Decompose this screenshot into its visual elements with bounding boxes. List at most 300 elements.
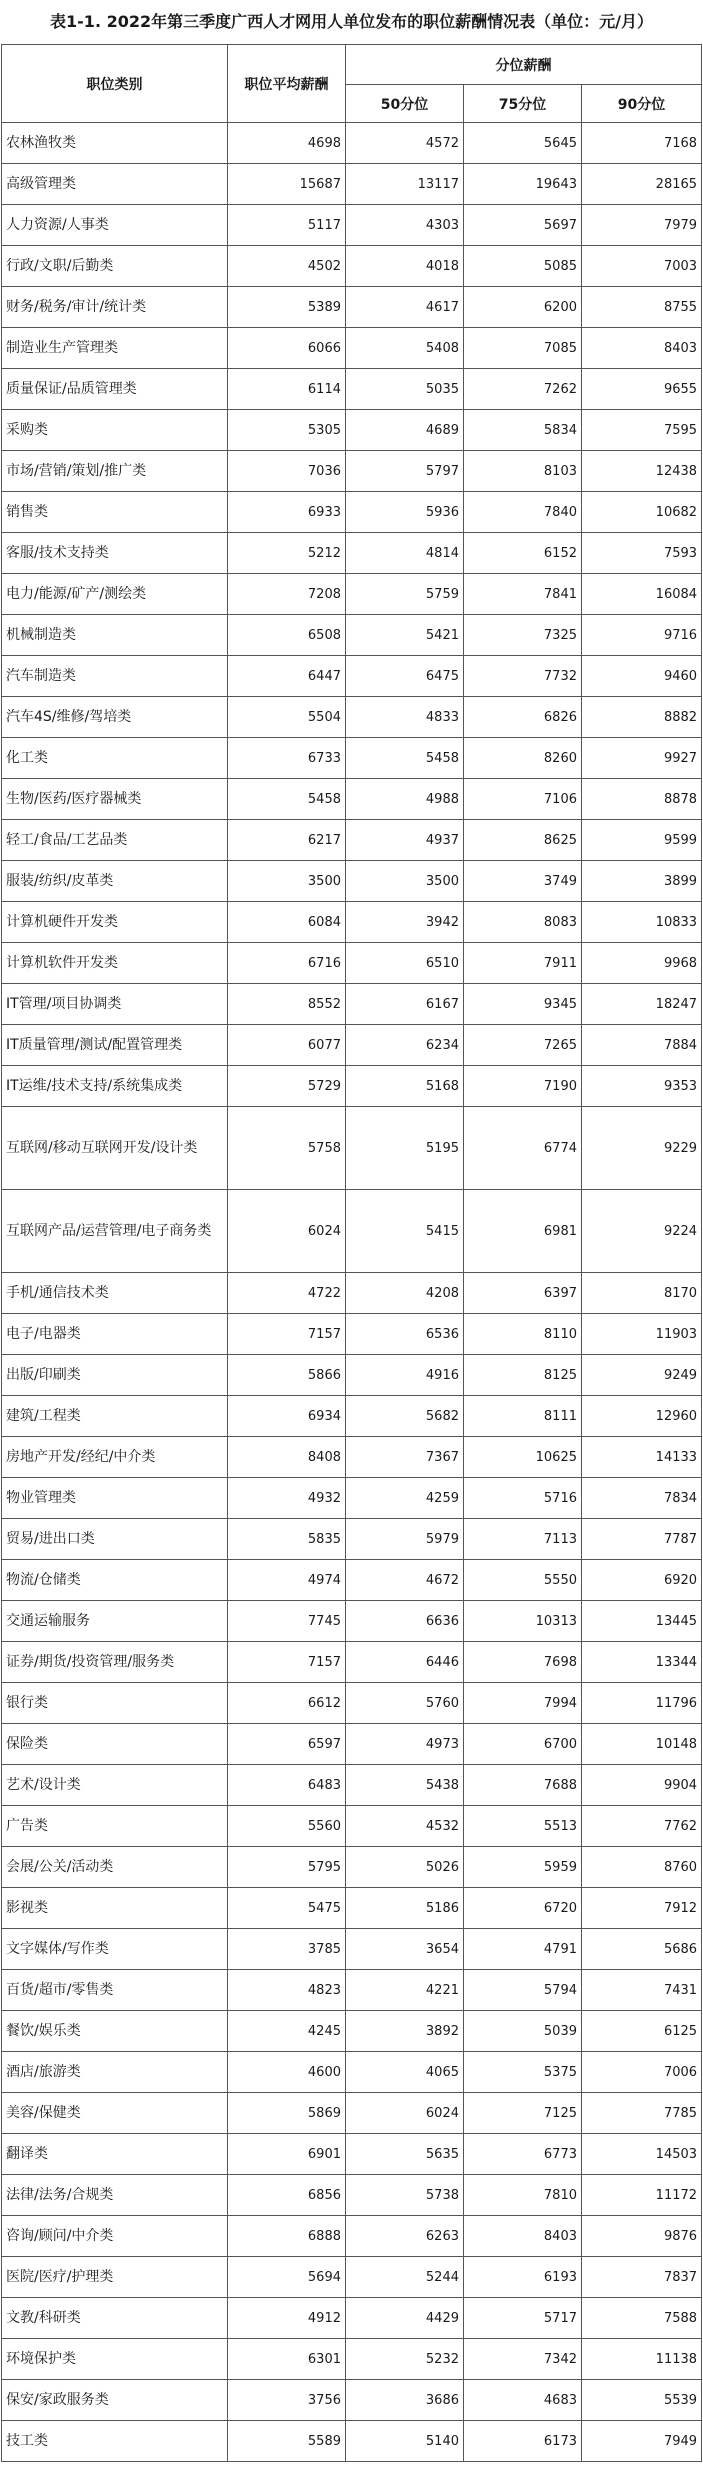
cell-category: 建筑/工程类 bbox=[2, 1396, 228, 1437]
cell-category: 技工类 bbox=[2, 2421, 228, 2462]
cell-p75: 5550 bbox=[464, 1560, 582, 1601]
cell-p50: 6475 bbox=[346, 656, 464, 697]
cell-average: 7208 bbox=[228, 574, 346, 615]
cell-p90: 10148 bbox=[582, 1724, 702, 1765]
cell-p75: 6981 bbox=[464, 1190, 582, 1273]
cell-category: 生物/医药/医疗器械类 bbox=[2, 779, 228, 820]
table-row bbox=[2, 1478, 702, 1519]
cell-category: 机械制造类 bbox=[2, 615, 228, 656]
cell-p90: 9968 bbox=[582, 943, 702, 984]
cell-p50: 4208 bbox=[346, 1273, 464, 1314]
cell-average: 7157 bbox=[228, 1314, 346, 1355]
cell-p90: 9655 bbox=[582, 369, 702, 410]
cell-average: 5729 bbox=[228, 1066, 346, 1107]
cell-average: 8408 bbox=[228, 1437, 346, 1478]
table-row bbox=[2, 2298, 702, 2339]
cell-p50: 4814 bbox=[346, 533, 464, 574]
cell-average: 6024 bbox=[228, 1190, 346, 1273]
table-row bbox=[2, 656, 702, 697]
cell-category: 出版/印刷类 bbox=[2, 1355, 228, 1396]
cell-p75: 4791 bbox=[464, 1929, 582, 1970]
cell-p90: 9716 bbox=[582, 615, 702, 656]
cell-category: 销售类 bbox=[2, 492, 228, 533]
cell-p90: 7595 bbox=[582, 410, 702, 451]
cell-p50: 5682 bbox=[346, 1396, 464, 1437]
table-row bbox=[2, 1273, 702, 1314]
cell-p50: 5415 bbox=[346, 1190, 464, 1273]
header-category: 职位类别 bbox=[2, 45, 228, 123]
cell-p50: 5979 bbox=[346, 1519, 464, 1560]
cell-category: 美容/保健类 bbox=[2, 2093, 228, 2134]
cell-p75: 6700 bbox=[464, 1724, 582, 1765]
cell-average: 8552 bbox=[228, 984, 346, 1025]
cell-p90: 7949 bbox=[582, 2421, 702, 2462]
cell-p90: 8760 bbox=[582, 1847, 702, 1888]
cell-average: 6888 bbox=[228, 2216, 346, 2257]
table-row bbox=[2, 574, 702, 615]
cell-average: 5504 bbox=[228, 697, 346, 738]
table-title: 表1-1. 2022年第三季度广西人才网用人单位发布的职位薪酬情况表（单位：元/月） bbox=[50, 12, 653, 31]
cell-p90: 7003 bbox=[582, 246, 702, 287]
cell-average: 6597 bbox=[228, 1724, 346, 1765]
cell-p50: 4221 bbox=[346, 1970, 464, 2011]
cell-p75: 7265 bbox=[464, 1025, 582, 1066]
cell-category: 保安/家政服务类 bbox=[2, 2380, 228, 2421]
cell-p50: 4259 bbox=[346, 1478, 464, 1519]
table-row bbox=[2, 1355, 702, 1396]
cell-p50: 4988 bbox=[346, 779, 464, 820]
table-row bbox=[2, 1190, 702, 1273]
cell-p75: 6773 bbox=[464, 2134, 582, 2175]
table-row bbox=[2, 1888, 702, 1929]
cell-p75: 8083 bbox=[464, 902, 582, 943]
cell-p90: 8878 bbox=[582, 779, 702, 820]
cell-p75: 5697 bbox=[464, 205, 582, 246]
cell-category: 采购类 bbox=[2, 410, 228, 451]
table-row bbox=[2, 697, 702, 738]
cell-p90: 11172 bbox=[582, 2175, 702, 2216]
cell-p90: 14133 bbox=[582, 1437, 702, 1478]
cell-p75: 6720 bbox=[464, 1888, 582, 1929]
cell-category: 医院/医疗/护理类 bbox=[2, 2257, 228, 2298]
table-row bbox=[2, 943, 702, 984]
cell-average: 6856 bbox=[228, 2175, 346, 2216]
cell-p75: 7342 bbox=[464, 2339, 582, 2380]
cell-category: 物业管理类 bbox=[2, 1478, 228, 1519]
cell-average: 5694 bbox=[228, 2257, 346, 2298]
cell-p90: 7593 bbox=[582, 533, 702, 574]
cell-category: 计算机软件开发类 bbox=[2, 943, 228, 984]
table-row bbox=[2, 1642, 702, 1683]
table-row bbox=[2, 2257, 702, 2298]
cell-average: 5212 bbox=[228, 533, 346, 574]
cell-category: 质量保证/品质管理类 bbox=[2, 369, 228, 410]
cell-p50: 4617 bbox=[346, 287, 464, 328]
cell-p75: 19643 bbox=[464, 164, 582, 205]
table-row bbox=[2, 123, 702, 164]
table-row bbox=[2, 1683, 702, 1724]
cell-average: 5758 bbox=[228, 1107, 346, 1190]
table-row bbox=[2, 1929, 702, 1970]
cell-p50: 4672 bbox=[346, 1560, 464, 1601]
cell-p75: 7911 bbox=[464, 943, 582, 984]
cell-p50: 7367 bbox=[346, 1437, 464, 1478]
cell-p50: 5738 bbox=[346, 2175, 464, 2216]
cell-p50: 5458 bbox=[346, 738, 464, 779]
cell-average: 15687 bbox=[228, 164, 346, 205]
cell-average: 4600 bbox=[228, 2052, 346, 2093]
cell-category: 法律/法务/合规类 bbox=[2, 2175, 228, 2216]
cell-category: 交通运输服务 bbox=[2, 1601, 228, 1642]
cell-average: 5835 bbox=[228, 1519, 346, 1560]
cell-category: 电力/能源/矿产/测绘类 bbox=[2, 574, 228, 615]
cell-category: 保险类 bbox=[2, 1724, 228, 1765]
cell-p90: 7168 bbox=[582, 123, 702, 164]
cell-p75: 5375 bbox=[464, 2052, 582, 2093]
cell-category: 文教/科研类 bbox=[2, 2298, 228, 2339]
cell-p90: 6125 bbox=[582, 2011, 702, 2052]
cell-category: 咨询/顾问/中介类 bbox=[2, 2216, 228, 2257]
cell-p75: 5513 bbox=[464, 1806, 582, 1847]
cell-p90: 14503 bbox=[582, 2134, 702, 2175]
table-row bbox=[2, 1806, 702, 1847]
cell-average: 3500 bbox=[228, 861, 346, 902]
cell-p90: 13344 bbox=[582, 1642, 702, 1683]
cell-p75: 7840 bbox=[464, 492, 582, 533]
cell-p90: 8755 bbox=[582, 287, 702, 328]
cell-average: 5795 bbox=[228, 1847, 346, 1888]
cell-category: IT管理/项目协调类 bbox=[2, 984, 228, 1025]
cell-p75: 5834 bbox=[464, 410, 582, 451]
table-row bbox=[2, 1025, 702, 1066]
table-row bbox=[2, 738, 702, 779]
table-row bbox=[2, 2093, 702, 2134]
cell-p90: 16084 bbox=[582, 574, 702, 615]
cell-p75: 5039 bbox=[464, 2011, 582, 2052]
table-row bbox=[2, 492, 702, 533]
cell-p75: 5645 bbox=[464, 123, 582, 164]
cell-p50: 4916 bbox=[346, 1355, 464, 1396]
cell-p50: 6234 bbox=[346, 1025, 464, 1066]
table-row bbox=[2, 1107, 702, 1190]
cell-category: 酒店/旅游类 bbox=[2, 2052, 228, 2093]
cell-p75: 7085 bbox=[464, 328, 582, 369]
cell-p90: 9927 bbox=[582, 738, 702, 779]
table-row bbox=[2, 902, 702, 943]
cell-p75: 7698 bbox=[464, 1642, 582, 1683]
cell-p75: 6397 bbox=[464, 1273, 582, 1314]
cell-p50: 13117 bbox=[346, 164, 464, 205]
cell-p90: 7431 bbox=[582, 1970, 702, 2011]
cell-p50: 5635 bbox=[346, 2134, 464, 2175]
cell-category: 房地产开发/经纪/中介类 bbox=[2, 1437, 228, 1478]
cell-p90: 9904 bbox=[582, 1765, 702, 1806]
cell-p90: 7884 bbox=[582, 1025, 702, 1066]
cell-p50: 4689 bbox=[346, 410, 464, 451]
cell-p50: 6536 bbox=[346, 1314, 464, 1355]
cell-p75: 8110 bbox=[464, 1314, 582, 1355]
cell-category: 文字媒体/写作类 bbox=[2, 1929, 228, 1970]
table-row bbox=[2, 2339, 702, 2380]
cell-p90: 7785 bbox=[582, 2093, 702, 2134]
cell-p90: 7837 bbox=[582, 2257, 702, 2298]
table-row bbox=[2, 2052, 702, 2093]
cell-p50: 5244 bbox=[346, 2257, 464, 2298]
cell-p90: 8882 bbox=[582, 697, 702, 738]
table-row bbox=[2, 328, 702, 369]
cell-p50: 5759 bbox=[346, 574, 464, 615]
cell-p90: 7588 bbox=[582, 2298, 702, 2339]
table-row bbox=[2, 246, 702, 287]
cell-p90: 9229 bbox=[582, 1107, 702, 1190]
cell-p50: 4532 bbox=[346, 1806, 464, 1847]
cell-p75: 10625 bbox=[464, 1437, 582, 1478]
table-row bbox=[2, 205, 702, 246]
cell-average: 6934 bbox=[228, 1396, 346, 1437]
cell-average: 5866 bbox=[228, 1355, 346, 1396]
table-row bbox=[2, 1519, 702, 1560]
table-row bbox=[2, 1601, 702, 1642]
cell-average: 4932 bbox=[228, 1478, 346, 1519]
cell-p75: 8625 bbox=[464, 820, 582, 861]
cell-p50: 5408 bbox=[346, 328, 464, 369]
cell-p90: 7006 bbox=[582, 2052, 702, 2093]
cell-p90: 9460 bbox=[582, 656, 702, 697]
cell-category: IT运维/技术支持/系统集成类 bbox=[2, 1066, 228, 1107]
cell-p90: 12960 bbox=[582, 1396, 702, 1437]
cell-average: 6612 bbox=[228, 1683, 346, 1724]
cell-p75: 5085 bbox=[464, 246, 582, 287]
cell-average: 6217 bbox=[228, 820, 346, 861]
cell-average: 6716 bbox=[228, 943, 346, 984]
cell-p50: 4018 bbox=[346, 246, 464, 287]
cell-average: 5475 bbox=[228, 1888, 346, 1929]
cell-p50: 3892 bbox=[346, 2011, 464, 2052]
cell-p90: 7787 bbox=[582, 1519, 702, 1560]
cell-p50: 5760 bbox=[346, 1683, 464, 1724]
cell-p50: 5195 bbox=[346, 1107, 464, 1190]
header-average: 职位平均薪酬 bbox=[228, 45, 346, 123]
cell-p90: 13445 bbox=[582, 1601, 702, 1642]
cell-average: 7036 bbox=[228, 451, 346, 492]
cell-category: 手机/通信技术类 bbox=[2, 1273, 228, 1314]
cell-p50: 4572 bbox=[346, 123, 464, 164]
cell-category: 轻工/食品/工艺品类 bbox=[2, 820, 228, 861]
cell-average: 6508 bbox=[228, 615, 346, 656]
cell-p90: 8170 bbox=[582, 1273, 702, 1314]
cell-category: 农林渔牧类 bbox=[2, 123, 228, 164]
cell-p75: 6826 bbox=[464, 697, 582, 738]
cell-p50: 6167 bbox=[346, 984, 464, 1025]
cell-p75: 7125 bbox=[464, 2093, 582, 2134]
cell-p75: 7190 bbox=[464, 1066, 582, 1107]
cell-category: 影视类 bbox=[2, 1888, 228, 1929]
table-row bbox=[2, 2421, 702, 2462]
cell-p75: 6152 bbox=[464, 533, 582, 574]
cell-p75: 7810 bbox=[464, 2175, 582, 2216]
cell-p90: 10682 bbox=[582, 492, 702, 533]
cell-p50: 4937 bbox=[346, 820, 464, 861]
cell-p75: 3749 bbox=[464, 861, 582, 902]
cell-p90: 11796 bbox=[582, 1683, 702, 1724]
cell-p90: 11138 bbox=[582, 2339, 702, 2380]
cell-p50: 5232 bbox=[346, 2339, 464, 2380]
cell-p75: 8125 bbox=[464, 1355, 582, 1396]
cell-category: 互联网/移动互联网开发/设计类 bbox=[2, 1107, 228, 1190]
cell-average: 4698 bbox=[228, 123, 346, 164]
cell-category: 环境保护类 bbox=[2, 2339, 228, 2380]
cell-average: 6301 bbox=[228, 2339, 346, 2380]
cell-p50: 3654 bbox=[346, 1929, 464, 1970]
cell-average: 4912 bbox=[228, 2298, 346, 2339]
cell-category: 制造业生产管理类 bbox=[2, 328, 228, 369]
cell-average: 6114 bbox=[228, 369, 346, 410]
cell-p50: 5797 bbox=[346, 451, 464, 492]
cell-average: 5869 bbox=[228, 2093, 346, 2134]
table-row bbox=[2, 2011, 702, 2052]
cell-average: 7745 bbox=[228, 1601, 346, 1642]
cell-p75: 7325 bbox=[464, 615, 582, 656]
header-p50: 50分位 bbox=[346, 85, 464, 123]
cell-p75: 9345 bbox=[464, 984, 582, 1025]
table-row bbox=[2, 615, 702, 656]
table-row bbox=[2, 1724, 702, 1765]
cell-p90: 9224 bbox=[582, 1190, 702, 1273]
cell-p75: 5716 bbox=[464, 1478, 582, 1519]
table-row bbox=[2, 2134, 702, 2175]
cell-category: 餐饮/娱乐类 bbox=[2, 2011, 228, 2052]
cell-category: 市场/营销/策划/推广类 bbox=[2, 451, 228, 492]
cell-p90: 9876 bbox=[582, 2216, 702, 2257]
table-row bbox=[2, 410, 702, 451]
cell-category: 会展/公关/活动类 bbox=[2, 1847, 228, 1888]
cell-average: 4502 bbox=[228, 246, 346, 287]
cell-p50: 5186 bbox=[346, 1888, 464, 1929]
table-row bbox=[2, 861, 702, 902]
table-row bbox=[2, 1970, 702, 2011]
cell-p90: 9249 bbox=[582, 1355, 702, 1396]
cell-p75: 5794 bbox=[464, 1970, 582, 2011]
cell-average: 3756 bbox=[228, 2380, 346, 2421]
cell-category: 互联网产品/运营管理/电子商务类 bbox=[2, 1190, 228, 1273]
header-p90: 90分位 bbox=[582, 85, 702, 123]
cell-p75: 7688 bbox=[464, 1765, 582, 1806]
cell-category: 百货/超市/零售类 bbox=[2, 1970, 228, 2011]
cell-category: 化工类 bbox=[2, 738, 228, 779]
cell-p75: 8403 bbox=[464, 2216, 582, 2257]
cell-p90: 7834 bbox=[582, 1478, 702, 1519]
cell-p90: 5686 bbox=[582, 1929, 702, 1970]
cell-average: 5305 bbox=[228, 410, 346, 451]
cell-p50: 5168 bbox=[346, 1066, 464, 1107]
table-row bbox=[2, 1437, 702, 1478]
cell-category: 广告类 bbox=[2, 1806, 228, 1847]
cell-category: 高级管理类 bbox=[2, 164, 228, 205]
cell-category: 翻译类 bbox=[2, 2134, 228, 2175]
cell-category: 服装/纺织/皮革类 bbox=[2, 861, 228, 902]
cell-p50: 4429 bbox=[346, 2298, 464, 2339]
cell-p75: 7106 bbox=[464, 779, 582, 820]
table-row bbox=[2, 820, 702, 861]
cell-p75: 7732 bbox=[464, 656, 582, 697]
cell-p75: 6774 bbox=[464, 1107, 582, 1190]
cell-average: 4974 bbox=[228, 1560, 346, 1601]
cell-p50: 5035 bbox=[346, 369, 464, 410]
cell-average: 5589 bbox=[228, 2421, 346, 2462]
cell-average: 5560 bbox=[228, 1806, 346, 1847]
cell-p75: 7841 bbox=[464, 574, 582, 615]
cell-average: 6447 bbox=[228, 656, 346, 697]
cell-p50: 6636 bbox=[346, 1601, 464, 1642]
cell-average: 3785 bbox=[228, 1929, 346, 1970]
cell-category: 物流/仓储类 bbox=[2, 1560, 228, 1601]
cell-average: 5117 bbox=[228, 205, 346, 246]
cell-average: 5389 bbox=[228, 287, 346, 328]
table-row bbox=[2, 1396, 702, 1437]
cell-average: 6084 bbox=[228, 902, 346, 943]
cell-p75: 7113 bbox=[464, 1519, 582, 1560]
cell-p90: 3899 bbox=[582, 861, 702, 902]
table-body bbox=[2, 123, 702, 2462]
cell-p75: 5959 bbox=[464, 1847, 582, 1888]
cell-p50: 4065 bbox=[346, 2052, 464, 2093]
table-row bbox=[2, 1847, 702, 1888]
cell-p75: 5717 bbox=[464, 2298, 582, 2339]
cell-p90: 10833 bbox=[582, 902, 702, 943]
salary-table bbox=[1, 44, 702, 2462]
cell-p75: 7262 bbox=[464, 369, 582, 410]
table-row bbox=[2, 1765, 702, 1806]
cell-p90: 7762 bbox=[582, 1806, 702, 1847]
cell-p90: 18247 bbox=[582, 984, 702, 1025]
cell-average: 6933 bbox=[228, 492, 346, 533]
table-row bbox=[2, 369, 702, 410]
cell-p90: 7979 bbox=[582, 205, 702, 246]
cell-category: 人力资源/人事类 bbox=[2, 205, 228, 246]
cell-p90: 11903 bbox=[582, 1314, 702, 1355]
cell-p50: 6024 bbox=[346, 2093, 464, 2134]
cell-p50: 5936 bbox=[346, 492, 464, 533]
table-row bbox=[2, 779, 702, 820]
table-row bbox=[2, 2216, 702, 2257]
table-row bbox=[2, 2175, 702, 2216]
cell-p50: 3686 bbox=[346, 2380, 464, 2421]
cell-p50: 4303 bbox=[346, 205, 464, 246]
table-header bbox=[2, 45, 702, 123]
cell-category: 电子/电器类 bbox=[2, 1314, 228, 1355]
table-row bbox=[2, 287, 702, 328]
header-percentile-group: 分位薪酬 bbox=[346, 45, 702, 85]
cell-p50: 6446 bbox=[346, 1642, 464, 1683]
cell-p50: 3500 bbox=[346, 861, 464, 902]
table-row bbox=[2, 2380, 702, 2421]
cell-category: 计算机硬件开发类 bbox=[2, 902, 228, 943]
cell-average: 6483 bbox=[228, 1765, 346, 1806]
cell-category: 证券/期货/投资管理/服务类 bbox=[2, 1642, 228, 1683]
cell-category: 行政/文职/后勤类 bbox=[2, 246, 228, 287]
cell-p50: 3942 bbox=[346, 902, 464, 943]
cell-p75: 8260 bbox=[464, 738, 582, 779]
cell-p50: 6510 bbox=[346, 943, 464, 984]
cell-p50: 5438 bbox=[346, 1765, 464, 1806]
table-row bbox=[2, 1560, 702, 1601]
cell-category: 贸易/进出口类 bbox=[2, 1519, 228, 1560]
cell-category: 汽车制造类 bbox=[2, 656, 228, 697]
cell-average: 4245 bbox=[228, 2011, 346, 2052]
cell-average: 7157 bbox=[228, 1642, 346, 1683]
cell-category: 汽车4S/维修/驾培类 bbox=[2, 697, 228, 738]
table-row bbox=[2, 533, 702, 574]
